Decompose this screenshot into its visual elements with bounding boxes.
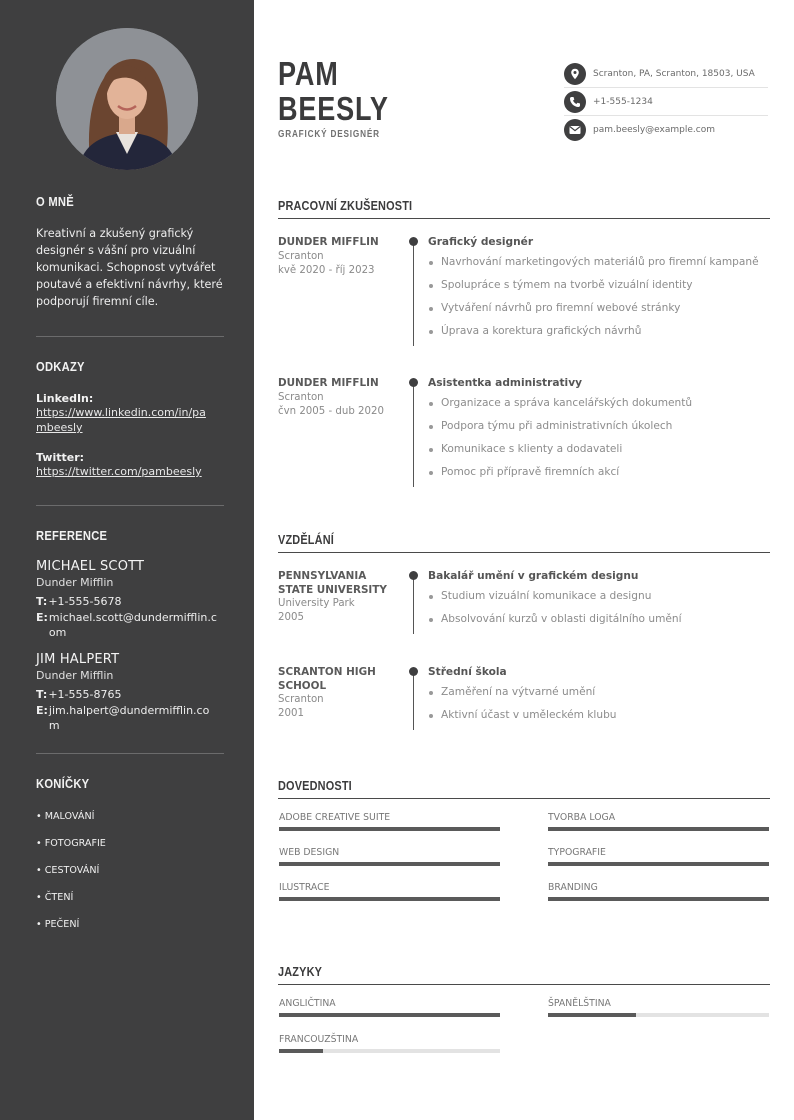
- entry-location: Scranton: [278, 250, 324, 262]
- profile-photo: [56, 28, 198, 170]
- skill-label: WEB DESIGN: [279, 847, 340, 858]
- entry-org: DUNDER MIFFLIN: [278, 236, 379, 248]
- experience-entry: [278, 377, 770, 492]
- about-heading: O MNĚ: [36, 194, 74, 209]
- entry-dates: čvn 2005 - dub 2020: [278, 405, 384, 417]
- skill-level-bar: [548, 897, 769, 901]
- reference-phone: +1-555-8765: [48, 688, 122, 701]
- skill-level-fill: [279, 827, 500, 831]
- bullet-item: Komunikace s klienty a dodavateli: [428, 443, 770, 456]
- language-level-fill: [548, 1013, 636, 1017]
- language-item: [279, 1034, 500, 1053]
- linkedin-label: LinkedIn:: [36, 392, 94, 405]
- contact-text[interactable]: pam.beesly@example.com: [593, 125, 715, 135]
- sidebar-divider: [36, 753, 224, 754]
- reference-email: jim.halpert@dundermifflin.com: [48, 704, 210, 732]
- skill-label: BRANDING: [548, 882, 598, 893]
- languages-heading: JAZYKY: [278, 964, 323, 979]
- bullet-item: Úprava a korektura grafických návrhů: [428, 325, 770, 338]
- reference-name: MICHAEL SCOTT: [36, 559, 145, 574]
- skill-level-fill: [548, 827, 769, 831]
- bullet-item: Navrhování marketingových materiálů pro firemní kampaně: [428, 256, 770, 269]
- timeline-line: [413, 672, 414, 730]
- section-rule: [278, 984, 770, 985]
- hobby-item: • FOTOGRAFIE: [36, 838, 106, 849]
- phone-label: T:: [36, 688, 48, 701]
- entry-title: Grafický designér: [428, 236, 534, 248]
- language-label: ŠPANĚLŠTINA: [548, 998, 611, 1009]
- skill-item: [279, 847, 500, 866]
- links-heading: ODKAZY: [36, 359, 85, 374]
- skill-level-fill: [279, 897, 500, 901]
- reference-item: [36, 559, 224, 640]
- education-section: [278, 532, 770, 742]
- hobby-item: • MALOVÁNÍ: [36, 811, 95, 822]
- language-level-bar: [279, 1013, 500, 1017]
- hobbies-heading: KONÍČKY: [36, 776, 90, 791]
- timeline-line: [413, 383, 414, 487]
- entry-org: PENNSYLVANIA STATE UNIVERSITY: [278, 570, 387, 596]
- timeline-dot: [409, 378, 418, 387]
- skill-label: ADOBE CREATIVE SUITE: [279, 812, 391, 823]
- skill-level-fill: [548, 862, 769, 866]
- reference-company: Dunder Mifflin: [36, 669, 114, 682]
- sidebar: [0, 0, 254, 1120]
- person-name: [278, 56, 389, 126]
- contact-phone: [564, 88, 768, 116]
- entry-org: DUNDER MIFFLIN: [278, 377, 379, 389]
- timeline-dot: [409, 237, 418, 246]
- section-rule: [278, 798, 770, 799]
- education-entry: [278, 666, 770, 736]
- hobby-item: • CESTOVÁNÍ: [36, 865, 100, 876]
- skill-level-fill: [279, 862, 500, 866]
- skill-level-bar: [279, 827, 500, 831]
- skills-heading: DOVEDNOSTI: [278, 778, 352, 793]
- skill-level-bar: [548, 827, 769, 831]
- reference-company: Dunder Mifflin: [36, 576, 114, 589]
- entry-dates: kvě 2020 - říj 2023: [278, 264, 375, 276]
- skill-item: [279, 882, 500, 901]
- contact-text: +1-555-1234: [593, 96, 653, 107]
- bullet-item: Zaměření na výtvarné umění: [428, 686, 770, 699]
- entry-dates: 2005: [278, 612, 304, 623]
- language-label: FRANCOUZŠTINA: [279, 1034, 359, 1045]
- skill-level-fill: [548, 897, 769, 901]
- language-level-fill: [279, 1013, 500, 1017]
- entry-title: Střední škola: [428, 666, 507, 678]
- linkedin-link[interactable]: https://www.linkedin.com/in/pambeesly: [36, 406, 206, 434]
- sidebar-divider: [36, 505, 224, 506]
- hobbies-list: [36, 811, 224, 930]
- bullet-item: Organizace a správa kancelářských dokumentů: [428, 397, 770, 410]
- reference-heading: REFERENCE: [36, 528, 108, 543]
- entry-bullets: [428, 590, 770, 626]
- skill-label: TVORBA LOGA: [548, 812, 616, 823]
- hobby-item: • ČTENÍ: [36, 892, 74, 903]
- contact-text: Scranton, PA, Scranton, 18503, USA: [593, 68, 755, 79]
- entry-org: SCRANTON HIGH SCHOOL: [278, 666, 376, 692]
- reference-name: JIM HALPERT: [36, 652, 120, 667]
- entry-title: Bakalář umění v grafickém designu: [428, 570, 639, 582]
- entry-bullets: [428, 256, 770, 338]
- experience-heading: PRACOVNÍ ZKUŠENOSTI: [278, 198, 413, 213]
- skills-section: [278, 778, 770, 908]
- contact-list: [564, 60, 768, 144]
- entry-bullets: [428, 686, 770, 722]
- email-icon: [564, 119, 586, 141]
- reference-phone: +1-555-5678: [48, 595, 122, 608]
- language-level-bar: [548, 1013, 769, 1017]
- about-text: Kreativní a zkušený grafický designér s vášní pro vizuální komunikaci. Schopnost vytvářet poutavé a efektivní návrhy, které podporují firemní cíle.: [36, 227, 223, 308]
- phone-icon: [564, 91, 586, 113]
- phone-label: T:: [36, 595, 48, 608]
- skill-item: [548, 812, 769, 831]
- hobby-item: • PEČENÍ: [36, 919, 80, 930]
- first-name: PAM: [278, 55, 339, 92]
- contact-address: [564, 60, 768, 88]
- bullet-item: Studium vizuální komunikace a designu: [428, 590, 770, 603]
- bullet-item: Spolupráce s týmem na tvorbě vizuální identity: [428, 279, 770, 292]
- bullet-item: Pomoc při přípravě firemních akcí: [428, 466, 770, 479]
- education-heading: VZDĚLÁNÍ: [278, 532, 334, 547]
- skill-item: [548, 882, 769, 901]
- email-label: E:: [36, 611, 48, 624]
- entry-dates: 2001: [278, 708, 304, 719]
- sidebar-divider: [36, 336, 224, 337]
- entry-location: Scranton: [278, 391, 324, 403]
- language-item: [279, 998, 500, 1017]
- section-rule: [278, 218, 770, 219]
- twitter-link[interactable]: https://twitter.com/pambeesly: [36, 465, 202, 478]
- twitter-label: Twitter:: [36, 451, 85, 464]
- contact-email: [564, 116, 768, 144]
- skill-level-bar: [279, 862, 500, 866]
- entry-location: University Park: [278, 598, 355, 609]
- email-label: E:: [36, 704, 48, 717]
- skill-level-bar: [279, 897, 500, 901]
- bullet-item: Absolvování kurzů v oblasti digitálního umění: [428, 613, 770, 626]
- experience-section: [278, 198, 770, 498]
- skill-item: [548, 847, 769, 866]
- skill-item: [279, 812, 500, 831]
- entry-location: Scranton: [278, 694, 324, 705]
- bullet-item: Podpora týmu při administrativních úkolech: [428, 420, 770, 433]
- skill-label: ILUSTRACE: [279, 882, 330, 893]
- language-label: ANGLIČTINA: [279, 998, 336, 1009]
- language-level-bar: [279, 1049, 500, 1053]
- job-title: GRAFICKÝ DESIGNÉR: [278, 129, 380, 140]
- language-item: [548, 998, 769, 1017]
- reference-item: [36, 652, 224, 733]
- timeline-dot: [409, 571, 418, 580]
- timeline-dot: [409, 667, 418, 676]
- experience-entry: [278, 236, 770, 376]
- section-rule: [278, 552, 770, 553]
- education-entry: [278, 570, 770, 660]
- entry-title: Asistentka administrativy: [428, 377, 583, 389]
- timeline-line: [413, 576, 414, 634]
- entry-bullets: [428, 397, 770, 479]
- skill-label: TYPOGRAFIE: [548, 847, 606, 858]
- languages-section: [278, 964, 770, 1064]
- timeline-line: [413, 242, 414, 346]
- language-level-fill: [279, 1049, 323, 1053]
- bullet-item: Vytváření návrhů pro firemní webové stránky: [428, 302, 770, 315]
- bullet-item: Aktivní účast v uměleckém klubu: [428, 709, 770, 722]
- reference-email: michael.scott@dundermifflin.com: [48, 611, 217, 639]
- last-name: BEESLY: [278, 90, 389, 127]
- location-pin-icon: [564, 63, 586, 85]
- skill-level-bar: [548, 862, 769, 866]
